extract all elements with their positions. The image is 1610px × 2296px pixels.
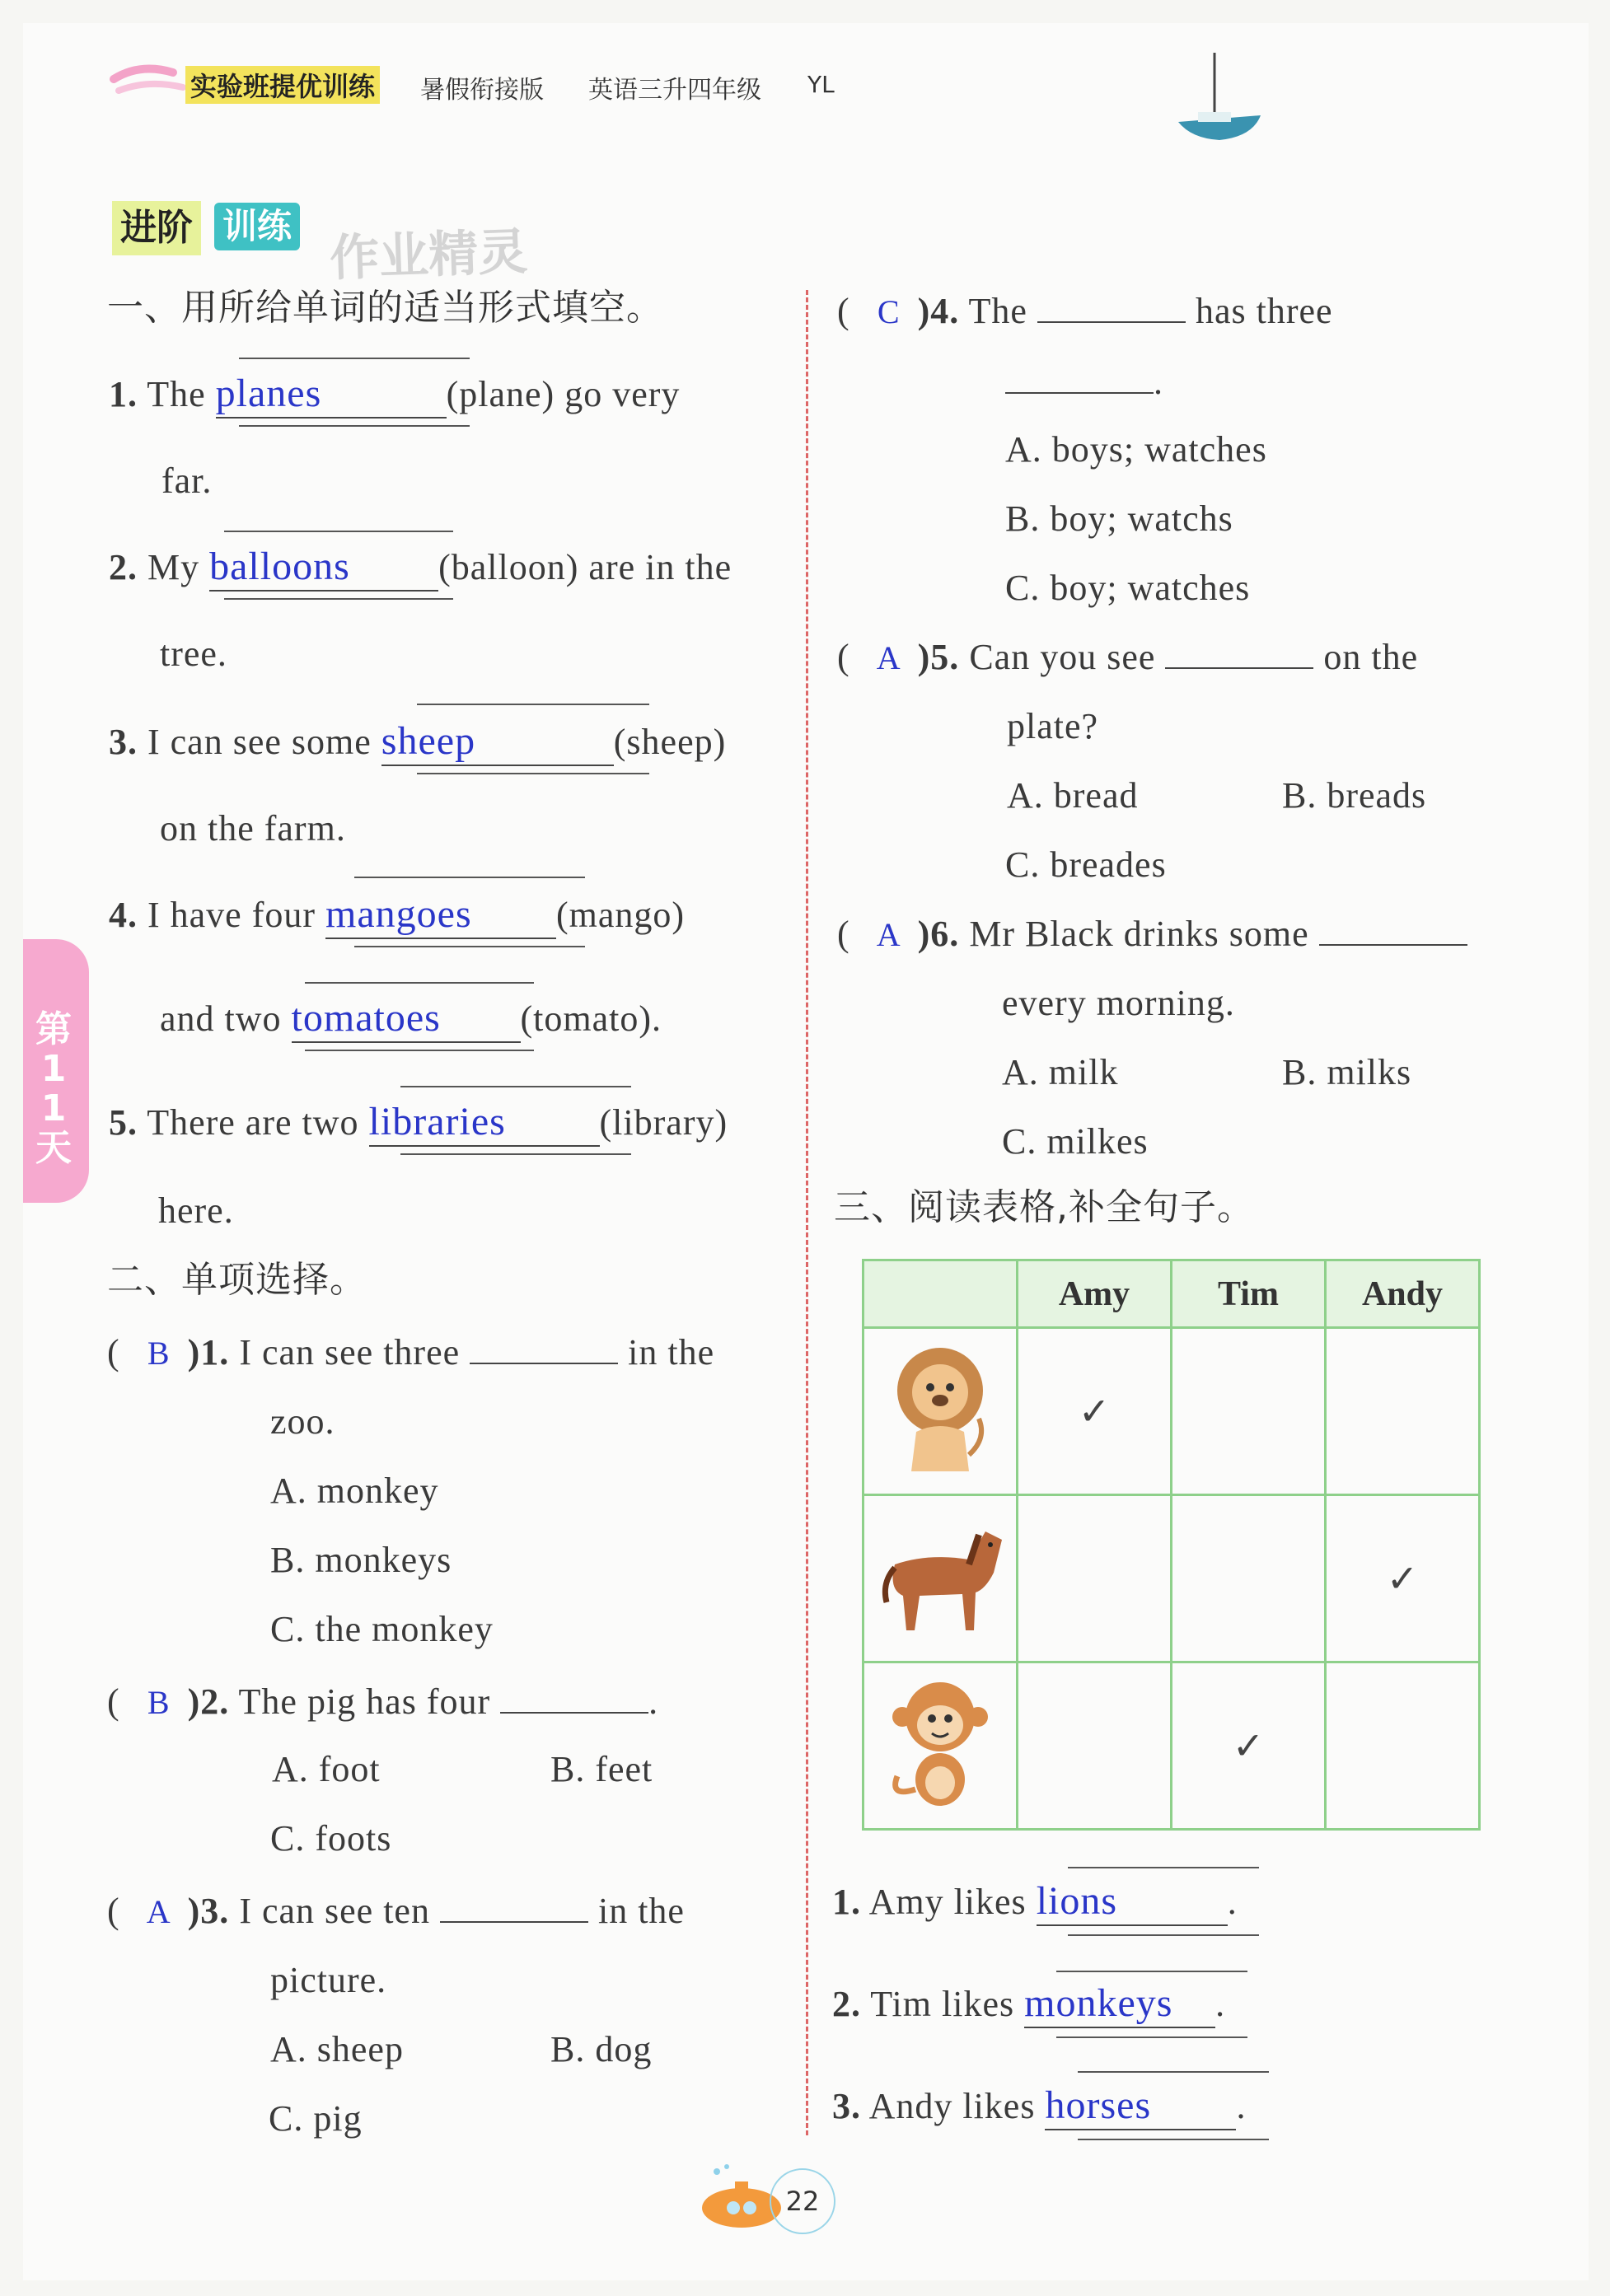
s3-pre: Amy likes [868,1882,1027,1922]
s2-blank [500,1712,648,1714]
animal-table [862,1259,1481,1831]
column-divider [806,290,808,2135]
s1-hint: (library) [599,1102,728,1143]
s1-hint: (mango) [556,895,686,935]
s1-num: 2. [109,547,138,587]
monkey-icon [864,1662,1018,1830]
s3-answer[interactable]: horses [1045,2083,1236,2130]
header-edition: 暑假衔接版 [420,76,544,105]
s2-answer[interactable]: C [877,293,901,330]
s3-pre: Andy likes [868,2086,1036,2126]
s3-num: 2. [832,1984,861,2024]
header-series: 实验班提优训练 [185,66,380,104]
s1-item-3 [109,718,726,766]
table-grid [862,1259,1481,1831]
s2-answer[interactable]: A [146,1893,171,1930]
s2-answer[interactable]: B [147,1684,171,1721]
table-cell [1326,1495,1480,1662]
blank-line [305,1050,534,1051]
s2-option[interactable]: C. the monkey [270,1609,494,1649]
s1-num: 4. [109,895,138,935]
table-cell [1018,1328,1172,1495]
paren: ( [837,291,850,331]
s2-question-tail: in the [628,1332,715,1372]
s1-item-4-cont [160,995,662,1043]
blank-line [1078,2139,1269,2140]
paren: ( [837,914,850,954]
s2-question: Can you see [969,637,1156,677]
blank-line [224,531,453,532]
s2-question: I can see three [239,1332,461,1372]
s3-sentence-1 [832,1878,1238,1926]
s1-answer[interactable]: sheep [381,718,614,766]
s1-pre: There are two [147,1102,359,1143]
side-tab-label: 第11天 [35,1008,72,1169]
s2-blank [1005,392,1154,394]
s1-cont: on the farm. [160,808,346,849]
s2-option[interactable]: B. boy; watchs [1005,498,1233,539]
s2-q6-cont: every morning. [1002,983,1235,1023]
paren: ( [837,637,850,677]
s1-item-1 [109,371,680,419]
section3-title: 三、阅读表格,补全句子。 [834,1186,1254,1228]
s2-option[interactable]: B. breads [1282,775,1427,816]
side-tab [23,939,89,1203]
table-header-empty [864,1260,1018,1328]
header-subject: 英语三升四年级 [588,76,761,105]
s2-question-tail: on the [1323,637,1419,677]
s2-option[interactable]: B. dog [550,2029,653,2069]
s2-num: )5. [917,637,960,677]
s2-q3-cont: picture. [270,1960,387,2000]
blank-line [1068,1934,1259,1936]
s1-cont: tree. [160,634,227,674]
s2-q3 [107,1888,685,1935]
s3-end: . [1227,1882,1238,1922]
s2-option[interactable]: A. boys; watches [1005,429,1267,470]
s3-end: . [1215,1984,1226,2024]
blank-line [354,946,585,947]
table-cell [1326,1662,1480,1830]
blank-line [239,425,470,427]
s2-option[interactable]: C. breades [1005,844,1167,885]
check-icon: ✓ [1386,1556,1419,1601]
s2-question-tail: in the [597,1891,685,1931]
s2-num: )6. [917,914,960,954]
s2-question: Mr Black drinks some [969,914,1309,954]
table-row [864,1662,1480,1830]
blank-line [1056,1971,1247,1972]
s1-num: 5. [109,1102,138,1143]
s3-num: 1. [832,1882,861,1922]
s1-answer[interactable]: planes [216,371,447,419]
horse-icon [864,1495,1018,1662]
s2-blank [1165,667,1313,669]
s1-item-2 [109,544,732,592]
blank-line [224,598,453,600]
s2-question: The pig has four [238,1681,491,1722]
lion-icon [864,1328,1018,1495]
s1-pre: I have four [147,895,316,935]
s1-item-5 [109,1099,728,1147]
s2-option[interactable]: C. boy; watches [1005,568,1251,608]
table-header-cell: Andy [1326,1260,1480,1328]
check-icon: ✓ [1078,1389,1111,1433]
s2-q2 [107,1679,658,1726]
s2-option[interactable]: B. feet [550,1749,653,1789]
s1-answer[interactable]: mangoes [325,891,556,939]
check-icon: ✓ [1232,1723,1265,1768]
section1-title: 一、用所给单词的适当形式填空。 [107,287,663,329]
section2-title: 二、单项选择。 [107,1259,367,1301]
header-code: YL [807,71,835,98]
s2-num: )2. [187,1681,230,1722]
s2-blank [470,1363,618,1364]
s1-answer[interactable]: balloons [209,544,438,592]
watermark-text: 作业精灵 [329,222,529,288]
s1-num: 3. [109,722,138,762]
s1-hint2: (tomato). [520,998,662,1039]
s3-sentence-2 [832,1980,1225,2028]
s3-answer[interactable]: lions [1037,1878,1228,1926]
s2-option[interactable]: C. milkes [1002,1121,1149,1162]
s2-blank [1319,944,1467,946]
s3-sentence-3 [832,2083,1246,2130]
s3-num: 3. [832,2086,861,2126]
blank-line [400,1153,631,1155]
s2-option[interactable]: A. sheep [270,2029,404,2069]
table-header-row [864,1260,1480,1328]
table-cell [1018,1662,1172,1830]
s2-option[interactable]: A. foot [272,1749,381,1789]
s1-pre: My [147,547,200,587]
blank-line [354,877,585,878]
s2-question: I can see ten [239,1891,430,1931]
s2-q6 [837,911,1467,958]
blank-line [400,1086,631,1087]
boat-icon [1170,49,1269,148]
s2-option[interactable]: C. pig [269,2098,363,2139]
s1-cont: here. [158,1190,234,1231]
blank-line [1056,2036,1247,2038]
s1-pre: I can see some [147,722,372,762]
header-logo-icon [107,54,190,101]
s1-hint: (balloon) are in the [438,547,732,587]
s2-num: )1. [187,1332,230,1372]
table-cell [1326,1328,1480,1495]
s2-question: The [968,291,1027,331]
s2-q5 [837,634,1418,681]
blank-line [417,773,649,774]
s1-hint: (plane) go very [446,374,681,414]
table-cell [1172,1328,1326,1495]
s2-blank [1037,321,1186,323]
s3-pre: Tim likes [870,1984,1015,2024]
blank-line [1068,1867,1259,1868]
s2-question-tail: has three [1195,291,1333,331]
table-cell [1018,1495,1172,1662]
table-cell [1172,1495,1326,1662]
badge-part1: 进阶 [112,201,201,255]
blank-line [239,358,470,359]
s1-cont: far. [161,461,213,501]
s1-answer[interactable]: libraries [369,1099,600,1147]
s3-end: . [1236,2086,1247,2126]
s2-q4-cont [1005,359,1163,405]
s2-option[interactable]: A. milk [1002,1052,1119,1092]
s1-num: 1. [109,374,138,414]
paren: ( [107,1681,120,1722]
table-row [864,1328,1480,1495]
s2-option[interactable]: A. bread [1007,775,1139,816]
s2-num: )4. [917,291,960,331]
table-header-cell: Amy [1018,1260,1172,1328]
s2-q4-tail: . [1154,362,1163,402]
blank-line [417,704,649,705]
paren: ( [107,1891,120,1931]
s2-answer[interactable]: B [147,1335,171,1372]
blank-line [305,982,534,984]
s1-cont-pre: and two [160,998,282,1039]
s1-item-4 [109,891,685,939]
s2-q1-cont: zoo. [270,1401,335,1442]
s2-blank [440,1921,588,1923]
table-header-cell: Tim [1172,1260,1326,1328]
s2-option[interactable]: B. monkeys [270,1540,452,1580]
s1-pre: The [147,374,206,414]
s2-option[interactable]: C. foots [270,1818,392,1859]
s1-hint: (sheep) [613,722,727,762]
s2-option[interactable]: A. monkey [270,1471,439,1511]
paren: ( [107,1332,120,1372]
blank-line [1078,2071,1269,2073]
badge-part2: 训练 [214,203,300,250]
s2-answer[interactable]: A [876,639,901,676]
s2-q4 [837,288,1333,335]
s1-answer2[interactable]: tomatoes [292,995,521,1043]
s2-option[interactable]: B. milks [1282,1052,1412,1092]
table-cell [1172,1662,1326,1830]
s2-q1 [107,1330,714,1377]
s2-q5-cont: plate? [1007,706,1099,746]
s2-question-tail: . [648,1681,659,1722]
table-row [864,1495,1480,1662]
page-number: 22 [770,2168,835,2234]
s2-answer[interactable]: A [876,916,901,953]
s3-answer[interactable]: monkeys [1024,1980,1215,2028]
section-badge [112,201,318,259]
s2-num: )3. [187,1891,230,1931]
